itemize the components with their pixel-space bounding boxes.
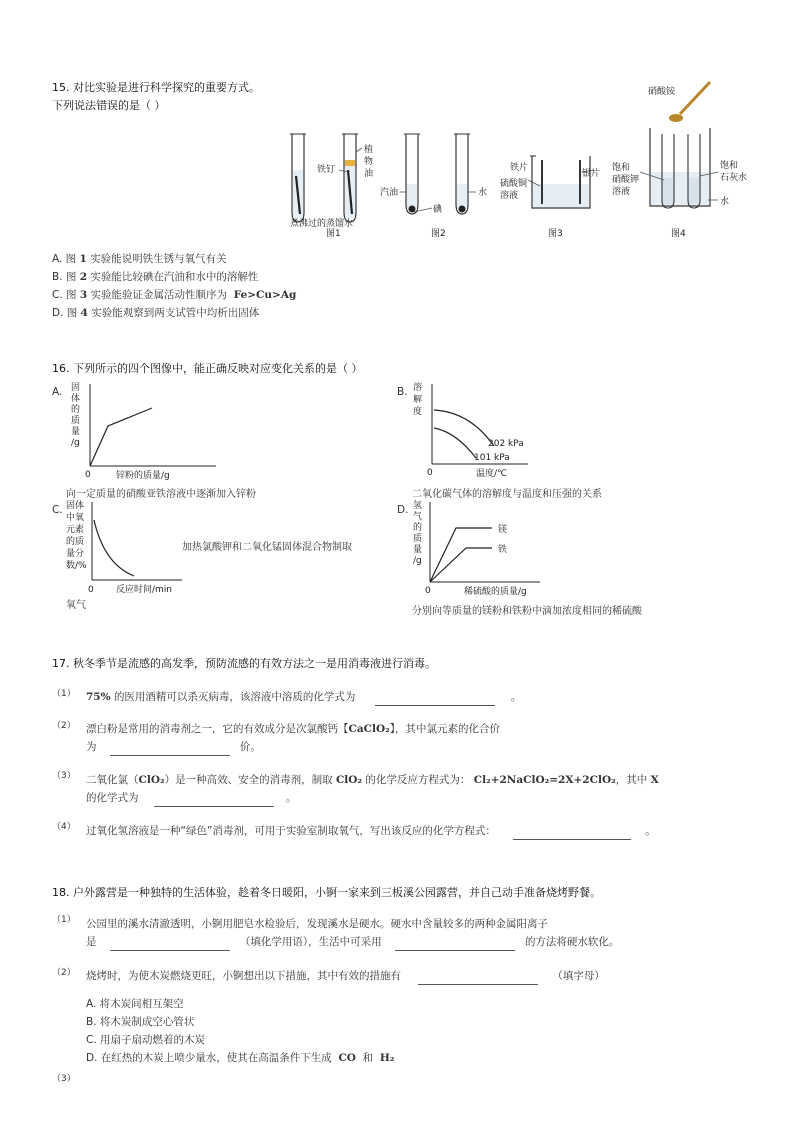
q16-option-b-letter[interactable]: B. xyxy=(397,386,408,398)
fig3-label-liusuantong: 硫酸铜 xyxy=(500,179,528,189)
svg-text:质: 质 xyxy=(71,416,81,426)
svg-text:0: 0 xyxy=(427,468,433,478)
fig3-label-tiepian: 铁片 xyxy=(510,163,529,173)
svg-text:数/%: 数/% xyxy=(66,561,87,571)
svg-text:质: 质 xyxy=(413,534,423,544)
q18-option-a[interactable]: A. 将木炭间相互架空 xyxy=(86,998,184,1010)
q16-b-caption: 二氧化碳气体的溶解度与温度和压强的关系 xyxy=(412,489,602,500)
q18-title: 18. 户外露营是一种独特的生活体验，趁着冬日暖阳，小锕一家来到三板溪公园露营，并自己动手准备烧烤野餐。 xyxy=(52,886,601,899)
fig3-caption: 图3 xyxy=(548,229,563,238)
fig4-caption: 图4 xyxy=(671,229,686,238)
svg-text:解: 解 xyxy=(413,395,423,405)
svg-text:中氧: 中氧 xyxy=(66,513,85,523)
q18-sub3-num: （3） xyxy=(52,1074,76,1084)
svg-text:锌粉的质量/g: 锌粉的质量/g xyxy=(116,471,170,481)
q17-answer-4[interactable] xyxy=(513,838,631,840)
svg-text:/g: /g xyxy=(413,556,422,566)
svg-text:温度/℃: 温度/℃ xyxy=(476,469,508,479)
svg-text:的: 的 xyxy=(71,405,81,415)
q17-answer-3[interactable] xyxy=(154,805,274,807)
fig3-label-yinpian: 银片 xyxy=(582,169,601,179)
svg-text:元素: 元素 xyxy=(66,525,85,535)
q15-option-c[interactable]: C. 图 3 实验能验证金属活动性顺序为 Fe>Cu>Ag xyxy=(52,289,297,301)
q16-d-label-fe: 铁 xyxy=(498,545,508,555)
svg-text:的质: 的质 xyxy=(66,537,85,547)
q18-answer-1a[interactable] xyxy=(110,949,230,951)
q16-graph-a xyxy=(66,380,226,482)
fig4-label-xiaosuanan: 硝酸铵 xyxy=(648,87,676,97)
q16-option-a-letter[interactable]: A. xyxy=(52,386,63,398)
q15-figure-3 xyxy=(500,148,610,238)
q16-d-label-mg: 镁 xyxy=(498,525,508,535)
q18-option-b[interactable]: B. 将木炭制成空心管状 xyxy=(86,1016,195,1028)
q18-option-c[interactable]: C. 用扇子扇动燃着的木炭 xyxy=(86,1034,206,1046)
fig4-label-baohe2: 饱和 xyxy=(720,161,739,171)
q18-sub1: 公园里的溪水清澈透明，小锕用肥皂水检验后，发现溪水是硬水。硬水中含量较多的两种金属阳离子 是 （填化学用语），生活中可采用 的方法将硬水软化。 xyxy=(86,915,619,951)
fig1-label-tieding: 铁钉 xyxy=(317,165,336,175)
svg-text:气: 气 xyxy=(413,512,423,522)
svg-text:稀硫酸的质量/g: 稀硫酸的质量/g xyxy=(464,587,527,597)
q16-graph-b xyxy=(410,380,570,482)
q18-answer-2[interactable] xyxy=(418,983,538,985)
q16-graph-d xyxy=(410,498,570,598)
fig4-label-shihuishui: 石灰水 xyxy=(720,173,748,183)
svg-text:氢: 氢 xyxy=(413,501,423,511)
svg-text:量: 量 xyxy=(413,545,423,555)
fig1-bottom-label: 煮沸过的蒸馏水 xyxy=(290,219,354,229)
fig2-label-dian: 碘 xyxy=(433,205,443,215)
q17-answer-1[interactable] xyxy=(375,704,495,706)
fig4-label-baohe: 饱和 xyxy=(612,163,631,173)
q18-sub1-num: （1） xyxy=(52,915,76,925)
q16-option-d-letter[interactable]: D. xyxy=(397,504,409,516)
svg-text:0: 0 xyxy=(425,586,431,596)
svg-text:量: 量 xyxy=(71,427,81,437)
fig4-label-shui: 水 xyxy=(720,197,730,207)
q16-c-caption-2: 氧气 xyxy=(66,600,86,611)
q16-c-caption-1: 加热氯酸钾和二氧化锰固体混合物制取 xyxy=(182,542,352,553)
fig2-caption: 图2 xyxy=(431,229,446,238)
q15-figure-1 xyxy=(284,130,384,238)
fig3-label-rongye: 溶液 xyxy=(500,191,519,201)
svg-text:固体: 固体 xyxy=(66,501,85,511)
q18-sub2: 烧烤时，为使木炭燃烧更旺，小锕想出以下措施，其中有效的措施有 （填字母） xyxy=(86,967,605,985)
q16-d-caption: 分别向等质量的镁粉和铁粉中滴加浓度相同的稀硫酸 xyxy=(412,606,642,617)
q17-sub1-num: （1） xyxy=(52,689,76,699)
svg-text:体: 体 xyxy=(71,394,81,404)
fig4-label-rongye: 溶液 xyxy=(612,187,631,197)
q15-subtitle: 下列说法错误的是（ ） xyxy=(52,99,166,112)
svg-text:/g: /g xyxy=(71,438,80,448)
q18-sub2-num: （2） xyxy=(52,968,76,978)
q15-option-b[interactable]: B. 图 2 实验能比较碘在汽油和水中的溶解性 xyxy=(52,271,259,283)
q15-title: 15. 对比实验是进行科学探究的重要方式。 xyxy=(52,81,260,94)
svg-text:度: 度 xyxy=(413,407,423,417)
q17-sub3: 二氧化氯（ClO₂）是一种高效、安全的消毒剂，制取 ClO₂ 的化学反应方程式为： Cl₂+2NaClO₂=2X+2ClO₂，其中 X 的化学式为 。 xyxy=(86,771,766,807)
q15-option-d[interactable]: D. 图 4 实验能观察到两支试管中均析出固体 xyxy=(52,307,260,319)
q15-option-a[interactable]: A. 图 1 实验能说明铁生锈与氧气有关 xyxy=(52,253,227,265)
q16-a-caption: 向一定质量的硝酸亚铁溶液中逐渐加入锌粉 xyxy=(66,489,256,500)
q17-answer-2[interactable] xyxy=(110,754,230,756)
svg-text:固: 固 xyxy=(71,383,81,393)
q15-figure-2 xyxy=(378,130,490,238)
fig2-label-qiyou: 汽油 xyxy=(380,188,399,198)
fig2-label-shui: 水 xyxy=(478,188,488,198)
svg-text:溶: 溶 xyxy=(413,383,423,393)
fig1-caption: 图1 xyxy=(326,229,341,238)
fig1-label-you: 油 xyxy=(364,169,374,179)
q16-b-curve-101: 101 kPa xyxy=(474,453,510,463)
q17-sub2-num: （2） xyxy=(52,721,76,731)
q17-sub3-num: （3） xyxy=(52,771,76,781)
q17-sub2: 漂白粉是常用的消毒剂之一，它的有效成分是次氯酸钙【CaClO₂】，其中氯元素的化合价 为 价。 xyxy=(86,720,500,756)
q17-title: 17. 秋冬季节是流感的高发季，预防流感的有效方法之一是用消毒液进行消毒。 xyxy=(52,657,436,670)
q16-option-c-letter[interactable]: C. xyxy=(52,504,63,516)
q17-sub4: 过氧化氢溶液是一种“绿色”消毒剂，可用于实验室制取氧气，写出该反应的化学方程式： 。 xyxy=(86,822,656,840)
svg-text:0: 0 xyxy=(85,470,91,480)
q16-b-curve-202: 202 kPa xyxy=(488,439,524,449)
fig4-label-xiaosuanjia: 硝酸钾 xyxy=(612,175,640,185)
svg-text:0: 0 xyxy=(88,585,94,595)
q15-figure-4 xyxy=(608,76,758,238)
q16-graph-c xyxy=(64,498,194,598)
fig1-label-wu: 物 xyxy=(364,157,374,167)
q17-sub1: 75% 的医用酒精可以杀灭病毒，该溶液中溶质的化学式为 。 xyxy=(86,688,521,706)
q16-title: 16. 下列所示的四个图像中，能正确反映对应变化关系的是（ ） xyxy=(52,362,363,375)
svg-text:反应时间/min: 反应时间/min xyxy=(116,585,173,595)
fig1-label-zhi: 植 xyxy=(364,145,374,155)
q18-answer-1b[interactable] xyxy=(395,949,515,951)
svg-text:的: 的 xyxy=(413,523,423,533)
q17-sub4-num: （4） xyxy=(52,822,76,832)
svg-text:量分: 量分 xyxy=(66,549,85,559)
q18-option-d[interactable]: D. 在红热的木炭上喷少量水，使其在高温条件下生成 CO 和 H₂ xyxy=(86,1052,395,1064)
